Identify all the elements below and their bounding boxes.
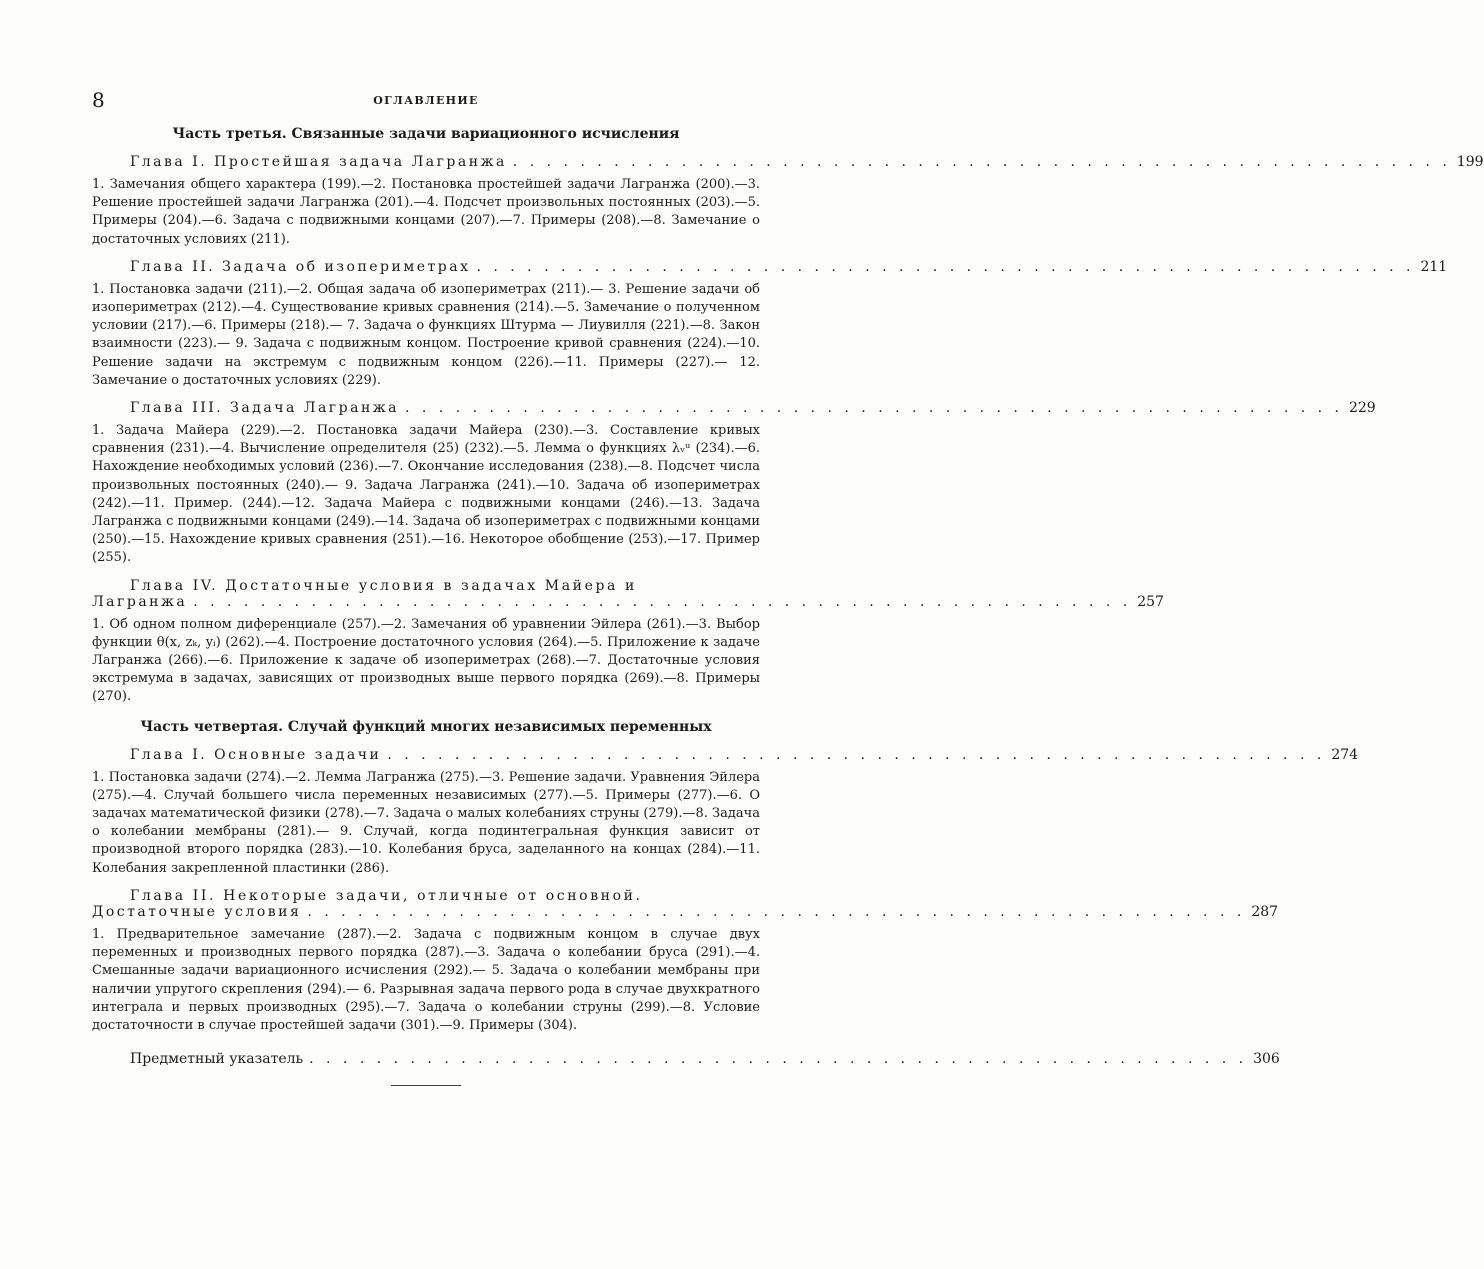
chapter-title-line-2-row bbox=[92, 593, 1164, 610]
chapter-page: 211 bbox=[1420, 258, 1448, 275]
part3-chapter-2-contents: 1. Постановка задачи (211).—2. Общая задача об изопериметрах (211).— 3. Решение задачи об изопериметрах (212).—4. Существование кривых сравнения (214).—5. Замечание о полученном условии (217).—6. Примеры (218).— 7. Задача о функциях Штурма — Лиувилля (221).—8. Закон взаимности (223).— 9. Задача с подвижным концом. Построение кривой сравнения (224).—10. Решение задачи на экстремум с подвижным концом (226).—11. Примеры (227).— 12. Замечание о достаточных условиях (229). bbox=[92, 281, 760, 388]
chapter-title: Глава II. Задача об изопериметрах bbox=[130, 258, 471, 275]
part3-chapter-1-heading[interactable] bbox=[130, 154, 1484, 170]
leader-dots: . . . . . . . . . . . . . . . . . . . . . . . . . . . . . . . . . . . . . . . . . . . . . . . . . . . . . . . . bbox=[387, 746, 1326, 763]
part3-chapter-4-contents: 1. Об одном полном диференциале (257).—2. Замечания об уравнении Эйлера (261).—3. Выбор функции θ(x, zₖ, yᵢ) (262).—4. Построение достаточного условия (264).—5. Приложение к задаче Лагранжа (266).—6. Приложение к задаче об изопериметрах (268).—7. Достаточные условия экстремума в задачах, зависящих от производных выше первого порядка (269).—8. Примеры (270). bbox=[92, 616, 760, 705]
subject-index-entry[interactable] bbox=[130, 1051, 1280, 1068]
part4-chapter-2-contents: 1. Предварительное замечание (287).—2. Задача с подвижным концом в случае двух переменных и производных первого порядка (287).—3. Задача о колебании бруса (291).—4. Смешанные задачи вариационного исчисления (292).— 5. Задача о колебании мембраны при наличии упругого скрепления (294).— 6. Разрывная задача первого рода в случае двухкратного интеграла и первых производных (295).—7. Задача о колебании струны (299).—8. Условие достаточности в случае простейшей задачи (301).—9. Примеры (304). bbox=[92, 926, 760, 1033]
part4-chapter-1-heading[interactable] bbox=[130, 746, 1359, 763]
part4-chapter-1-contents: 1. Постановка задачи (274).—2. Лемма Лагранжа (275).—3. Решение задачи. Уравнения Эйлера (275).—4. Случай большего числа переменных независимых (277).—5. Примеры (277).—6. О задачах математической физики (278).—7. Задача о малых колебаниях струны (279).—8. Задача о колебании мембраны (281).— 9. Случай, когда подинтегральная функция зависит от производной второго порядка (283).—10. Колебания бруса, заделанного на концах (284).—11. Колебания закрепленной пластинки (286). bbox=[92, 769, 760, 876]
index-title: Предметный указатель bbox=[130, 1051, 304, 1068]
chapter-title-line-2-row bbox=[92, 903, 1279, 920]
part3-chapter-3-heading[interactable] bbox=[130, 400, 1376, 417]
chapter-page: 274 bbox=[1331, 746, 1359, 763]
chapter-page: 199 bbox=[1456, 154, 1484, 170]
chapter-title: Глава I. Основные задачи bbox=[130, 746, 382, 763]
page-number: 8 bbox=[92, 88, 105, 112]
chapter-title-line-2: Лагранжа bbox=[92, 593, 188, 610]
page bbox=[92, 88, 1484, 1086]
chapter-page: 257 bbox=[1137, 593, 1164, 610]
leader-dots: . . . . . . . . . . . . . . . . . . . . . . . . . . . . . . . . . . . . . . . . . . . . . . . . . . . . . . . . bbox=[512, 154, 1451, 170]
index-page: 306 bbox=[1253, 1051, 1280, 1068]
part3-chapter-1-contents: 1. Замечания общего характера (199).—2. Постановка простейшей задачи Лагранжа (200).—3. Решение простейшей задачи Лагранжа (201).—4. Подсчет произвольных постоянных (203).—5. Примеры (204).—6. Задача с подвижными концами (207).—7. Примеры (208).—8. Замечание о достаточных условиях (211). bbox=[92, 177, 760, 247]
part3-chapter-4-heading[interactable] bbox=[92, 577, 1164, 610]
chapter-page: 287 bbox=[1251, 903, 1279, 920]
leader-dots: . . . . . . . . . . . . . . . . . . . . . . . . . . . . . . . . . . . . . . . . . . . . . . . . . . . . . . . . bbox=[307, 903, 1246, 920]
leader-dots: . . . . . . . . . . . . . . . . . . . . . . . . . . . . . . . . . . . . . . . . . . . . . . . . . . . . . . . . bbox=[309, 1051, 1248, 1068]
page-header bbox=[92, 88, 760, 114]
chapter-title-line-2: Достаточные условия bbox=[92, 903, 302, 920]
part3-chapter-2-heading[interactable] bbox=[130, 258, 1448, 275]
leader-dots: . . . . . . . . . . . . . . . . . . . . . . . . . . . . . . . . . . . . . . . . . . . . . . . . . . . . . . . . bbox=[405, 400, 1343, 417]
chapter-title: Глава III. Задача Лагранжа bbox=[130, 400, 399, 417]
end-rule bbox=[391, 1085, 461, 1086]
part-4-title: Часть четвертая. Случай функций многих независимых переменных bbox=[140, 718, 712, 735]
chapter-page: 229 bbox=[1348, 400, 1376, 417]
leader-dots: . . . . . . . . . . . . . . . . . . . . . . . . . . . . . . . . . . . . . . . . . . . . . . . . . . . . . . . . bbox=[193, 593, 1132, 610]
chapter-title-line-1: Глава IV. Достаточные условия в задачах Майера и bbox=[130, 577, 637, 594]
part4-chapter-2-heading[interactable] bbox=[92, 887, 1279, 920]
running-head: ОГЛАВЛЕНИЕ bbox=[373, 94, 479, 107]
part3-chapter-3-contents: 1. Задача Майера (229).—2. Постановка задачи Майера (230).—3. Составление кривых сравнения (231).—4. Вычисление определителя (25) (232).—5. Лемма о функциях λᵥᵘ (234).—6. Нахождение необходимых условий (236).—7. Окончание исследования (238).—8. Подсчет числа произвольных постоянных (240).— 9. Задача Лагранжа (241).—10. Задача об изопериметрах (242).—11. Пример. (244).—12. Задача Майера с подвижными концами (246).—13. Задача Лагранжа с подвижными концами (249).—14. Задача об изопериметрах с подвижными концами (250).—15. Нахождение кривых сравнения (251).—16. Некоторое обобщение (253).—17. Пример (255). bbox=[92, 423, 760, 566]
leader-dots: . . . . . . . . . . . . . . . . . . . . . . . . . . . . . . . . . . . . . . . . . . . . . . . . . . . . . . . . bbox=[476, 258, 1415, 275]
chapter-title: Глава I. Простейшая задача Лагранжа bbox=[130, 154, 507, 170]
part-3-title: Часть третья. Связанные задачи вариационного исчисления bbox=[172, 126, 680, 142]
chapter-title-line-1: Глава II. Некоторые задачи, отличные от основной. bbox=[130, 887, 643, 904]
